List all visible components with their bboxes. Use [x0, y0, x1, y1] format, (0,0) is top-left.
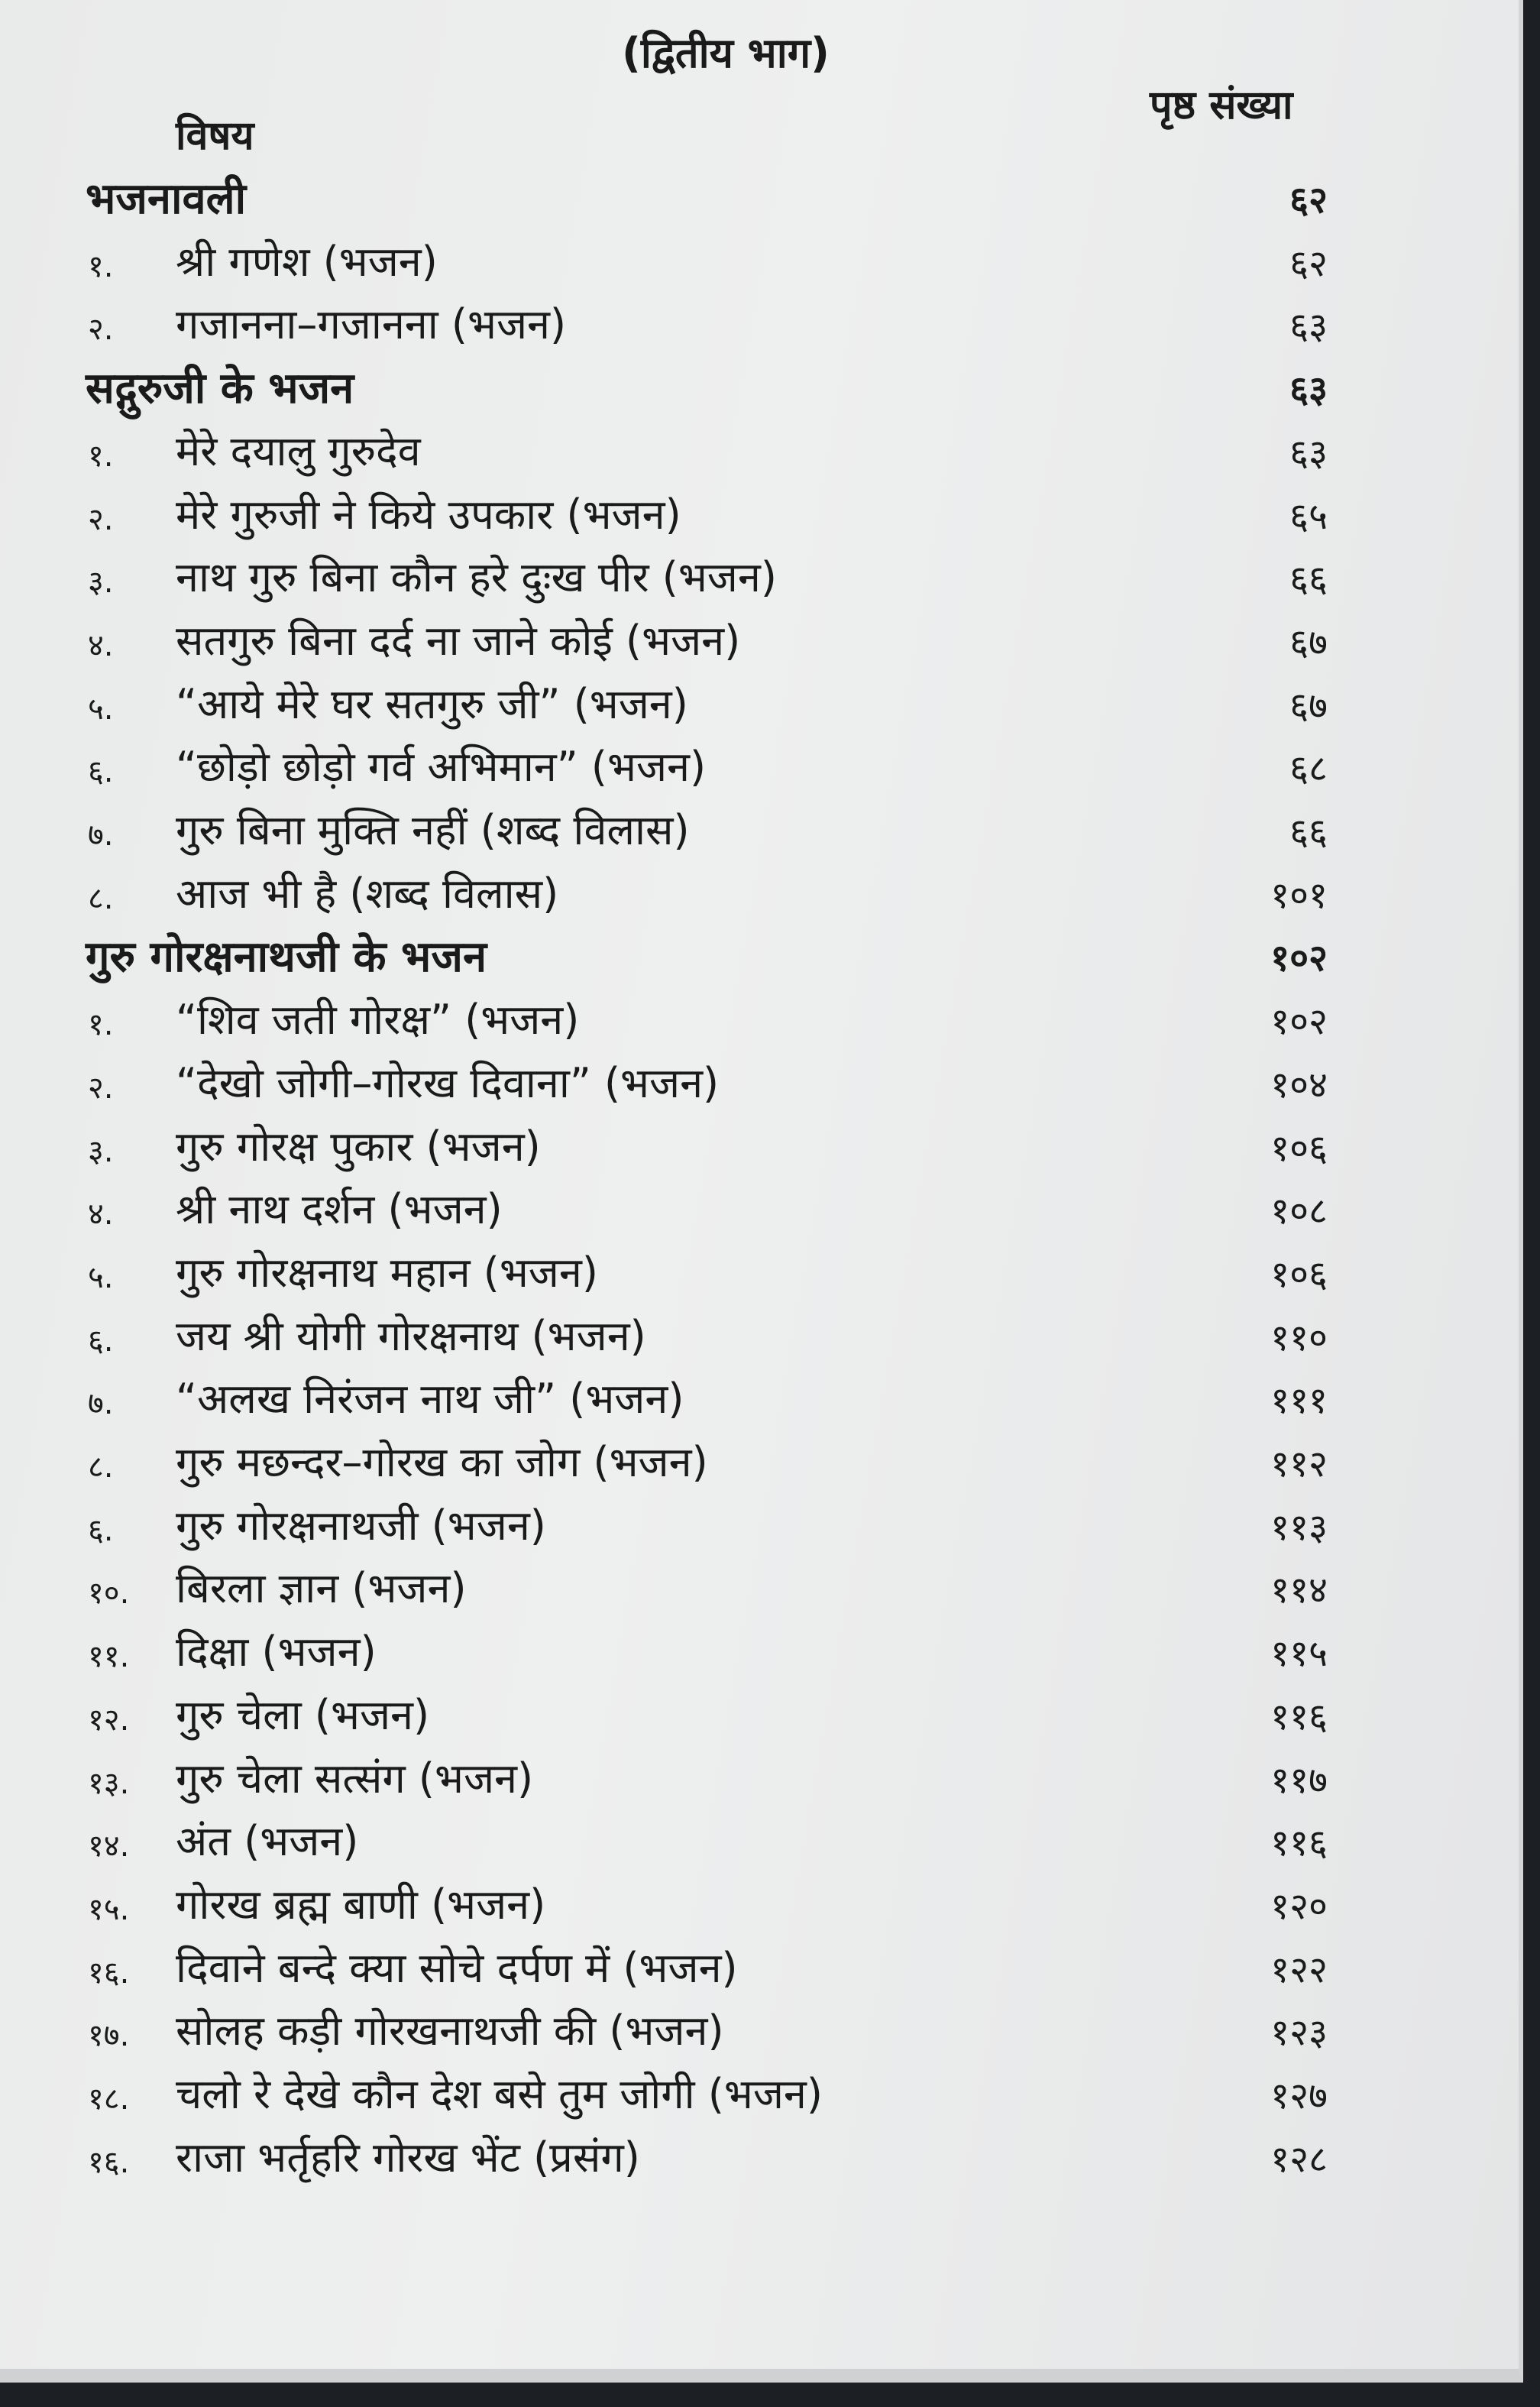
- toc-entry-label: चलो रे देखे कौन देश बसे तुम जोगी (भजन): [176, 2070, 823, 2118]
- toc-entry: [0, 674, 1519, 737]
- toc-entry-number: ४.: [88, 1197, 114, 1233]
- toc-entry: [0, 421, 1519, 484]
- page-number-column-heading: पृष्ठ संख्या: [1150, 83, 1293, 128]
- toc-page-number: ११०: [1270, 1316, 1328, 1359]
- toc-entry: [0, 1432, 1519, 1495]
- toc-entry-label: गुरु गोरक्ष पुकार (भजन): [176, 1122, 541, 1171]
- toc-page-number: १२२: [1270, 1948, 1328, 1991]
- toc-page-number: ६७: [1289, 620, 1328, 664]
- toc-page-number: १२३: [1270, 2011, 1328, 2055]
- toc-entry-number: २.: [88, 312, 114, 348]
- toc-entry: [0, 1053, 1519, 1116]
- toc-entry-number: ४.: [88, 627, 114, 663]
- toc-page-number: ११५: [1270, 1632, 1328, 1676]
- toc-page-number: ६३: [1289, 431, 1328, 475]
- toc-entry-label: सतगुरु बिना दर्द ना जाने कोई (भजन): [176, 616, 741, 665]
- toc-entry-number: १८.: [88, 2081, 130, 2117]
- toc-entry: [0, 547, 1519, 610]
- toc-page-number: ६५: [1289, 494, 1328, 538]
- toc-entry-number: १२.: [88, 1702, 130, 1738]
- toc-entry-number: २.: [88, 1070, 114, 1106]
- toc-entry: [0, 1938, 1519, 2000]
- toc-page-number: १११: [1270, 1379, 1328, 1423]
- toc-page-number: १०८: [1270, 1190, 1328, 1233]
- toc-entry-number: ५.: [88, 691, 114, 727]
- toc-entry: [0, 294, 1519, 357]
- toc-page-number: ११२: [1270, 1443, 1328, 1485]
- toc-page-number: ६६: [1289, 558, 1328, 601]
- toc-entry: [0, 2127, 1519, 2190]
- toc-page-number: १०२: [1270, 937, 1328, 980]
- toc-entry: [0, 1116, 1519, 1179]
- toc-page-number: ११६: [1270, 1822, 1328, 1865]
- toc-entry: [0, 1748, 1519, 1811]
- toc-entry-number: १.: [88, 1007, 114, 1043]
- toc-entry-label: बिरला ज्ञान (भजन): [176, 1564, 467, 1613]
- toc-entry-number: ६.: [88, 1323, 114, 1359]
- toc-entry-label: गुरु बिना मुक्ति नहीं (शब्द विलास): [176, 806, 690, 854]
- toc-entry: [0, 2064, 1519, 2127]
- toc-page-number: १२०: [1270, 1884, 1328, 1928]
- toc-entry-number: १५.: [88, 1891, 130, 1927]
- toc-page-number: ६३: [1289, 368, 1328, 412]
- toc-entry: [0, 484, 1519, 547]
- toc-entry-label: गुरु मछन्दर–गोरख का जोग (भजन): [176, 1438, 708, 1486]
- page-title: (द्वितीय भाग): [622, 29, 830, 77]
- toc-entry: [0, 1685, 1519, 1748]
- toc-entry-label: नाथ गुरु बिना कौन हरे दुःख पीर (भजन): [176, 553, 777, 602]
- toc-entry-number: १३.: [88, 1765, 130, 1801]
- toc-page-number: १०६: [1270, 1252, 1328, 1296]
- toc-entry-label: राजा भर्तृहरि गोरख भेंट (प्रसंग): [176, 2133, 640, 2182]
- toc-entry-label: श्री गणेश (भजन): [176, 237, 438, 286]
- toc-entry: [0, 863, 1519, 926]
- toc-entry: [0, 737, 1519, 799]
- toc-page-number: ११७: [1270, 1758, 1328, 1802]
- toc-entry-label: “देखो जोगी–गोरख दिवाना” (भजन): [176, 1058, 720, 1107]
- toc-entry-number: ७.: [88, 1386, 114, 1422]
- toc-page-number: ११६: [1270, 1695, 1328, 1738]
- toc-entry-number: ८.: [88, 1450, 114, 1485]
- toc-page-number: १०१: [1270, 873, 1328, 917]
- toc-entry: [0, 1242, 1519, 1305]
- toc-entry: [0, 1558, 1519, 1621]
- toc-entry: [0, 2000, 1519, 2063]
- toc-entry: [0, 1495, 1519, 1558]
- toc-entry-number: १७.: [88, 2018, 130, 2054]
- toc-page-number: ६७: [1289, 684, 1328, 727]
- toc-entry-label: मेरे दयालु गुरुदेव: [176, 426, 421, 475]
- toc-entry-label: गुरु गोरक्षनाथ महान (भजन): [176, 1248, 598, 1297]
- toc-entry-label: जय श्री योगी गोरक्षनाथ (भजन): [176, 1311, 646, 1360]
- toc-entry-label: गुरु गोरक्षनाथजी (भजन): [176, 1501, 546, 1550]
- toc-entry-label: आज भी है (शब्द विलास): [176, 869, 559, 918]
- toc-entry-label: “आये मेरे घर सतगुरु जी” (भजन): [176, 679, 688, 728]
- toc-entry-number: ११.: [88, 1639, 130, 1675]
- toc-page-number: ६२: [1289, 241, 1328, 285]
- toc-entry: [0, 1369, 1519, 1431]
- toc-entry-number: १६.: [88, 1955, 130, 1991]
- toc-entry-label: गजानना–गजानना (भजन): [176, 300, 567, 349]
- toc-entry-number: ८.: [88, 880, 114, 916]
- toc-entry-number: २.: [88, 501, 114, 537]
- toc-entry-number: ३.: [88, 565, 114, 601]
- toc-entry-label: मेरे गुरुजी ने किये उपकार (भजन): [176, 490, 681, 539]
- toc-entry-number: १.: [88, 438, 114, 474]
- toc-entry-label: “छोड़ो छोड़ो गर्व अभिमान” (भजन): [176, 743, 707, 792]
- toc-entry: [0, 232, 1519, 294]
- toc-entry-number: १६.: [88, 2144, 130, 2180]
- toc-section-heading: [0, 358, 1519, 420]
- toc-entry: [0, 611, 1519, 673]
- toc-page-number: १०६: [1270, 1126, 1328, 1170]
- toc-entry-number: १४.: [88, 1829, 130, 1864]
- toc-entry-number: ६.: [88, 1512, 114, 1548]
- subject-column-heading: विषय: [176, 113, 254, 159]
- toc-page-number: ६३: [1289, 305, 1328, 348]
- toc-entry-label: गुरु चेला (भजन): [176, 1690, 430, 1739]
- toc-section-heading: [0, 168, 1519, 231]
- toc-section-label: सद्गुरुजी के भजन: [86, 364, 354, 414]
- toc-section-label: गुरु गोरक्षनाथजी के भजन: [86, 932, 487, 983]
- toc-entry-label: “शिव जती गोरक्ष” (भजन): [176, 996, 580, 1045]
- toc-entry: [0, 800, 1519, 863]
- toc-section-label: भजनावली: [86, 174, 247, 224]
- toc-entry-number: १०.: [88, 1576, 130, 1612]
- toc-entry: [0, 990, 1519, 1052]
- toc-entry-label: दिवाने बन्दे क्या सोचे दर्पण में (भजन): [176, 1943, 738, 1992]
- toc-entry: [0, 1306, 1519, 1369]
- toc-entry-number: ७.: [88, 818, 114, 853]
- toc-page-number: १२७: [1270, 2075, 1328, 2117]
- toc-entry: [0, 1811, 1519, 1874]
- toc-entry-number: १.: [88, 248, 114, 284]
- toc-page-number: १२८: [1270, 2137, 1328, 2181]
- toc-page-number: १०२: [1270, 1000, 1328, 1044]
- toc-entry-label: दिक्षा (भजन): [176, 1628, 377, 1676]
- toc-entry: [0, 1621, 1519, 1684]
- toc-entry-number: ६.: [88, 754, 114, 790]
- toc-page-number: ११३: [1270, 1505, 1328, 1549]
- toc-page-number: ६८: [1289, 747, 1328, 791]
- toc-page-number: १०४: [1270, 1063, 1328, 1106]
- toc-entry-label: श्री नाथ दर्शन (भजन): [176, 1185, 503, 1234]
- toc-entry: [0, 1179, 1519, 1242]
- toc-entry-label: अंत (भजन): [176, 1817, 359, 1866]
- toc-entry-label: “अलख निरंजन नाथ जी” (भजन): [176, 1375, 684, 1424]
- toc-entry-label: गुरु चेला सत्संग (भजन): [176, 1754, 534, 1803]
- toc-page-number: ६२: [1289, 179, 1328, 222]
- toc-section-heading: [0, 926, 1519, 989]
- toc-page-number: ११४: [1270, 1569, 1328, 1612]
- toc-entry-number: ५.: [88, 1259, 114, 1295]
- toc-entry: [0, 1874, 1519, 1937]
- toc-entry-label: सोलह कड़ी गोरखनाथजी की (भजन): [176, 2007, 724, 2056]
- toc-entry-label: गोरख ब्रह्म बाणी (भजन): [176, 1880, 546, 1929]
- toc-page-number: ६६: [1289, 811, 1328, 854]
- toc-entry-number: ३.: [88, 1133, 114, 1169]
